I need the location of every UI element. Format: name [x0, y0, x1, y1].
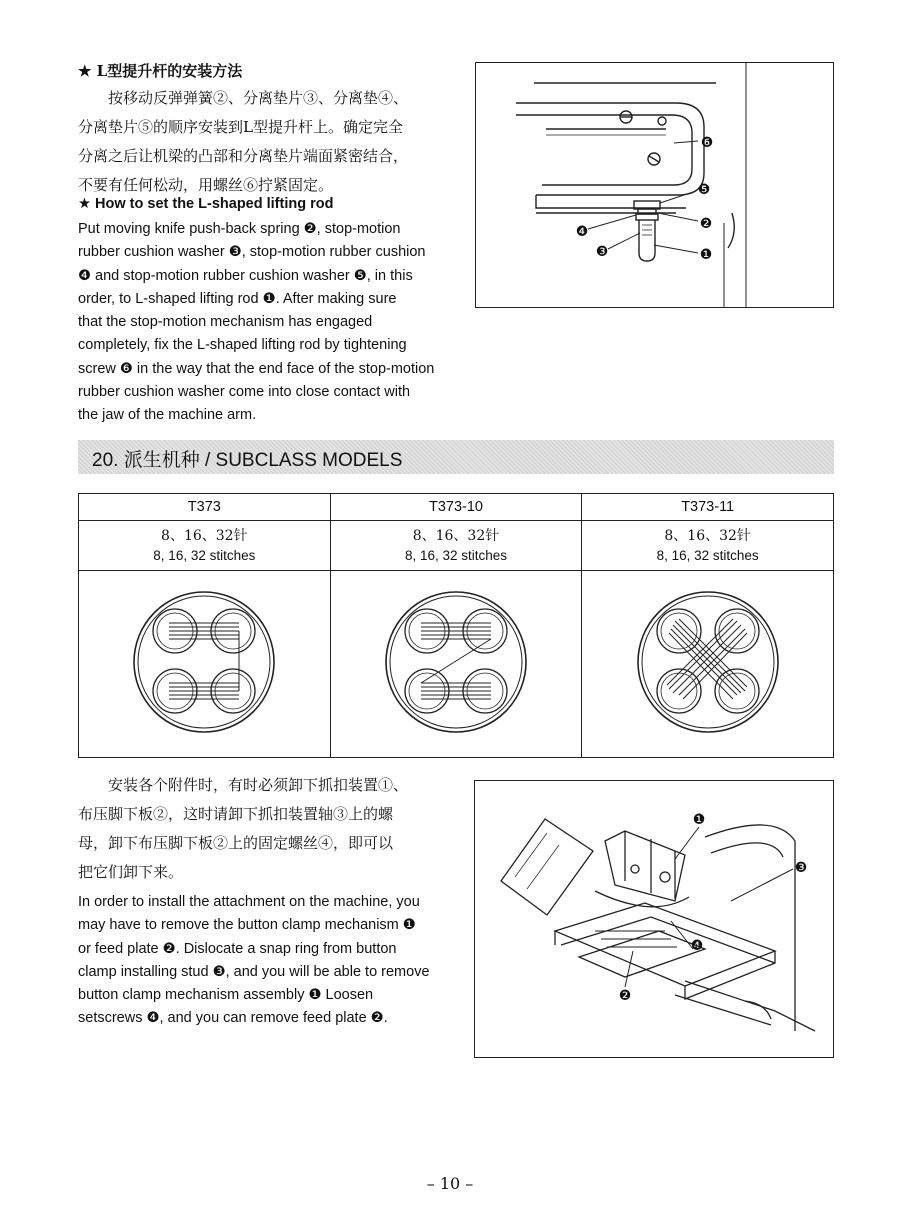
model-name-cell: T373	[79, 494, 331, 521]
attachment-cn-line: 母，卸下布压脚下板②上的固定螺丝④，即可以	[78, 834, 394, 852]
l-rod-figure	[475, 62, 834, 308]
button-pattern-cell	[582, 571, 834, 758]
callout-1-label: ❶	[692, 811, 706, 827]
subclass-models-table	[78, 493, 834, 758]
l-rod-en-line: the jaw of the machine arm.	[78, 407, 257, 424]
l-rod-en-line: that the stop-motion mechanism has engaged	[78, 314, 373, 331]
button-clamp-illustration	[475, 781, 833, 1057]
attachment-paragraph-en	[78, 891, 448, 1031]
button-pattern-t373-11	[633, 587, 783, 737]
l-rod-cn-line: 分离之后让机梁的凸部和分离垫片端面紧密结合，	[78, 147, 409, 165]
l-rod-illustration	[476, 63, 833, 307]
callout-4-label: ❹	[690, 937, 704, 953]
model-stitches-cell	[330, 521, 582, 571]
callout-5-label: ❺	[697, 181, 711, 197]
l-rod-en-line: order, to L-shaped lifting rod ❶. After making sure	[78, 290, 397, 307]
button-pattern-t373	[129, 587, 279, 737]
button-pattern-cell	[79, 571, 331, 758]
attachment-cn-line: 布压脚下板②，这时请卸下抓扣装置轴③上的螺	[78, 805, 394, 823]
section-title: 20. 派生机种 / SUBCLASS MODELS	[92, 450, 403, 471]
model-name-cell: T373-10	[330, 494, 582, 521]
l-rod-paragraph-en	[78, 218, 448, 428]
l-rod-en-line: completely, fix the L-shaped lifting rod by tightening	[78, 337, 407, 354]
callout-2-label: ❷	[699, 215, 713, 231]
stitches-cn: 8、16、32针	[161, 527, 248, 544]
l-rod-en-line: rubber cushion washer come into close contact with	[78, 384, 411, 401]
l-rod-en-line: ❹ and stop-motion rubber cushion washer ❺, in this	[78, 267, 413, 284]
l-rod-en-line: Put moving knife push-back spring ❷, stop-motion	[78, 221, 401, 237]
attachment-en-line: In order to install the attachment on the machine, you	[78, 894, 420, 910]
callout-1-label: ❶	[699, 246, 713, 262]
attachment-cn-line: 把它们卸下来。	[78, 863, 184, 881]
l-rod-en-line: screw ❻ in the way that the end face of the stop-motion	[78, 360, 435, 377]
attachment-en-line: button clamp mechanism assembly ❶ Loosen	[78, 987, 374, 1004]
stitches-cn: 8、16、32针	[412, 527, 500, 544]
l-rod-title-en: ★ How to set the L-shaped lifting rod	[78, 196, 334, 212]
stitches-en: 8, 16, 32 stitches	[404, 547, 508, 563]
button-clamp-figure	[474, 780, 834, 1058]
callout-3-label: ❸	[794, 859, 808, 875]
attachment-en-line: setscrews ❹, and you can remove feed plate ❷.	[78, 1010, 388, 1027]
button-pattern-t373-10	[381, 587, 531, 737]
stitches-cn: 8、16、32针	[664, 527, 751, 544]
attachment-en-line: may have to remove the button clamp mechanism ❶	[78, 917, 416, 934]
page-number: – 10 –	[426, 1174, 474, 1193]
model-stitches-cell	[582, 521, 834, 571]
attachment-cn-line: 安装各个附件时，有时必须卸下抓扣装置①、	[78, 776, 409, 794]
l-rod-cn-line: 分离垫片⑤的顺序安装到L型提升杆上。确定完全	[78, 118, 403, 136]
l-rod-cn-line: 不要有任何松动，用螺丝⑥拧紧固定。	[78, 176, 334, 194]
callout-4-label: ❹	[575, 223, 589, 239]
attachment-en-line: or feed plate ❷. Dislocate a snap ring from button	[78, 940, 397, 957]
model-stitches-cell	[79, 521, 331, 571]
stitches-en: 8, 16, 32 stitches	[153, 547, 256, 563]
button-pattern-cell	[330, 571, 582, 758]
l-rod-en-line: rubber cushion washer ❸, stop-motion rubber cushion	[78, 244, 426, 261]
attachment-paragraph-cn	[78, 771, 458, 887]
attachment-en-line: clamp installing stud ❸, and you will be able to remove	[78, 963, 430, 980]
stitches-en: 8, 16, 32 stitches	[656, 547, 759, 563]
l-rod-cn-line: 按移动反弹弹簧②、分离垫片③、分离垫④、	[78, 89, 409, 107]
callout-3-label: ❸	[595, 243, 609, 259]
callout-6-label: ❻	[700, 134, 714, 150]
section-header-bar	[78, 440, 834, 474]
model-name-cell: T373-11	[582, 494, 834, 521]
l-rod-title-cn: ★ L型提升杆的安装方法	[78, 62, 243, 80]
l-rod-paragraph-cn	[78, 84, 458, 200]
callout-2-label: ❷	[618, 987, 632, 1003]
